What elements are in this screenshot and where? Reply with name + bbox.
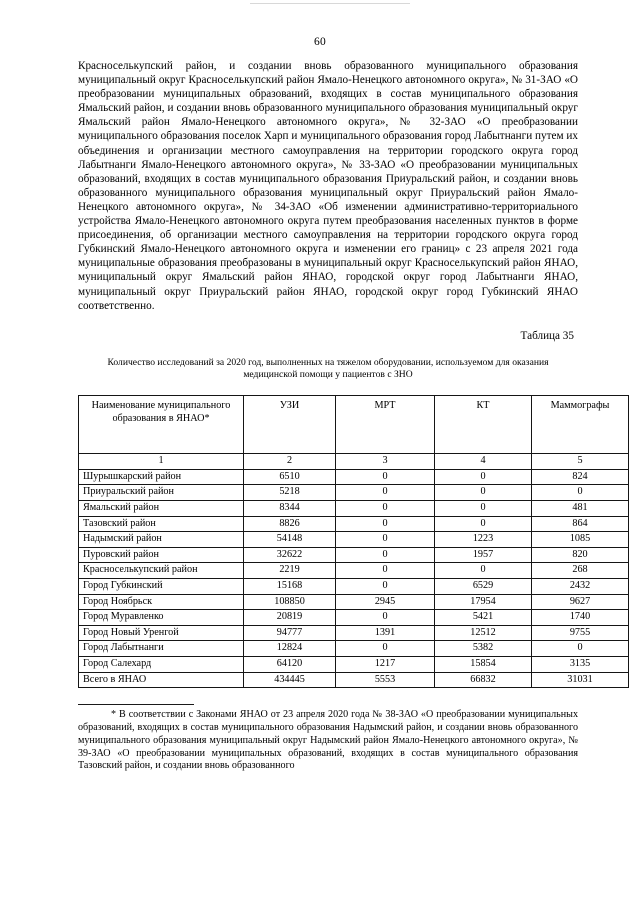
cell-mrt: 0: [336, 469, 435, 485]
cell-mrt: 1391: [336, 625, 435, 641]
column-header-name: Наименование муниципального образования в ЯНАО*: [79, 395, 244, 453]
footnote-text: В соответствии с Законами ЯНАО от 23 апреля 2020 года № 38-ЗАО «О преобразовании муниципальных образований, входящих в состав муниципального образования Надымский район, и создании вновь образованного муниципального образования муниципальный округ Надымский район Ямало-Ненецкого автономного округа», № 39-ЗАО «О преобразовании муниципальных образований, входящих в состав муниципального образования Тазовский район, и создании вновь образованного: [78, 709, 578, 772]
cell-uzi: 54148: [244, 532, 336, 548]
cell-mammo: 9755: [532, 625, 629, 641]
cell-mrt: 0: [336, 516, 435, 532]
cell-kt: 0: [435, 516, 532, 532]
cell-kt: 1957: [435, 547, 532, 563]
cell-mrt: 0: [336, 485, 435, 501]
cell-uzi: 434445: [244, 672, 336, 688]
cell-name: Красноселькупский район: [79, 563, 244, 579]
cell-mammo: 0: [532, 641, 629, 657]
table-row: [79, 485, 629, 501]
cell-mammo: 3135: [532, 657, 629, 673]
column-header-mrt: МРТ: [336, 395, 435, 453]
cell-name: Город Лабытнанги: [79, 641, 244, 657]
footnote-separator: [78, 704, 194, 705]
page-number: 60: [314, 36, 326, 48]
cell-kt: 0: [435, 485, 532, 501]
cell-uzi: 8344: [244, 501, 336, 517]
cell-name: Пуровский район: [79, 547, 244, 563]
table-row: [79, 610, 629, 626]
column-header-kt: КТ: [435, 395, 532, 453]
cell-name: Город Губкинский: [79, 579, 244, 595]
cell-kt: 0: [435, 501, 532, 517]
table-row: [79, 501, 629, 517]
cell-mammo: 481: [532, 501, 629, 517]
table-caption: Количество исследований за 2020 год, выполненных на тяжелом оборудовании, используемом для оказания медицинской помощи у пациентов с ЗНО: [107, 356, 549, 381]
cell-uzi: 2219: [244, 563, 336, 579]
cell-uzi: 32622: [244, 547, 336, 563]
table-row: [79, 641, 629, 657]
table-column-number-row: [79, 453, 629, 469]
cell-uzi: 94777: [244, 625, 336, 641]
cell-mrt: 0: [336, 579, 435, 595]
cell-mrt: 0: [336, 501, 435, 517]
cell-uzi: 5218: [244, 485, 336, 501]
cell-mrt: 0: [336, 610, 435, 626]
column-number: 1: [79, 453, 244, 469]
cell-mrt: 0: [336, 532, 435, 548]
table-row: [79, 547, 629, 563]
cell-kt: 5421: [435, 610, 532, 626]
table-row: [79, 625, 629, 641]
table-body: [79, 469, 629, 687]
cell-mammo: 9627: [532, 594, 629, 610]
cell-mrt: 0: [336, 563, 435, 579]
cell-name: Всего в ЯНАО: [79, 672, 244, 688]
research-count-table: [78, 395, 629, 688]
cell-mammo: 864: [532, 516, 629, 532]
cell-kt: 0: [435, 469, 532, 485]
column-number: 2: [244, 453, 336, 469]
table-header-row: [79, 395, 629, 453]
cell-uzi: 6510: [244, 469, 336, 485]
column-header-uzi: УЗИ: [244, 395, 336, 453]
table-row: [79, 657, 629, 673]
cell-name: Город Ноябрьск: [79, 594, 244, 610]
cell-uzi: 8826: [244, 516, 336, 532]
cell-mammo: 31031: [532, 672, 629, 688]
cell-name: Тазовский район: [79, 516, 244, 532]
table-label: Таблица 35: [520, 329, 574, 342]
cell-uzi: 64120: [244, 657, 336, 673]
footnote-paragraph: [78, 709, 578, 773]
cell-mrt: 0: [336, 641, 435, 657]
cell-mrt: 1217: [336, 657, 435, 673]
page-content: [0, 59, 640, 773]
cell-name: Приуральский район: [79, 485, 244, 501]
column-number: 4: [435, 453, 532, 469]
cell-mrt: 2945: [336, 594, 435, 610]
column-number: 3: [336, 453, 435, 469]
cell-kt: 5382: [435, 641, 532, 657]
cell-mrt: 5553: [336, 672, 435, 688]
table-row: [79, 579, 629, 595]
cell-mammo: 268: [532, 563, 629, 579]
cell-mammo: 2432: [532, 579, 629, 595]
table-row: [79, 563, 629, 579]
body-paragraph: Красноселькупский район, и создании вновь образованного муниципального образования муниципальный округ Красноселькупский район Ямало-Ненецкого автономного округа», № 31-ЗАО «О преобразовании муниципальных образований, входящих в состав муниципального образования Ямальский район, и создании вновь образованного муниципального образования муниципальный округ Ямальский район Ямало-Ненецкого автономного округа», № 32-ЗАО «О преобразовании муниципального образования поселок Харп и муниципального образования город Лабытнанги путем их объединения и организации местного самоуправления на территории городского округа город Лабытнанги Ямало-Ненецкого автономного округа», № 33-ЗАО «О преобразовании муниципальных образований, входящих в состав муниципального образования Приуральский район, и создании вновь образованного муниципального образования муниципальный округ Приуральский район Ямало-Ненецкого автономного округа», № 34-ЗАО «Об изменении административно-территориального устройства Ямало-Ненецкого автономного округа путем преобразования населенных пунктов в форме присоединения, об организации местного самоуправления на территории городского округа город Губкинский Ямало-Ненецкого автономного округа и изменении его границ» с 23 апреля 2021 года муниципальные образования преобразованы в муниципальный округ Красноселькупский район ЯНАО, муниципальный округ Ямальский район ЯНАО, городской округ город Лабытнанги ЯНАО, муниципальный округ Приуральский район ЯНАО, городской округ город Губкинский ЯНАО соответственно.: [78, 60, 578, 312]
cell-mammo: 820: [532, 547, 629, 563]
cell-mammo: 1085: [532, 532, 629, 548]
table-row: [79, 594, 629, 610]
cell-kt: 6529: [435, 579, 532, 595]
table-row: [79, 532, 629, 548]
cell-mrt: 0: [336, 547, 435, 563]
table-row: [79, 469, 629, 485]
cell-name: Шурышкарский район: [79, 469, 244, 485]
cell-name: Надымский район: [79, 532, 244, 548]
cell-mammo: 0: [532, 485, 629, 501]
cell-mammo: 1740: [532, 610, 629, 626]
table-row-total: [79, 672, 629, 688]
cell-mammo: 824: [532, 469, 629, 485]
cell-name: Город Муравленко: [79, 610, 244, 626]
cell-uzi: 108850: [244, 594, 336, 610]
cell-name: Город Салехард: [79, 657, 244, 673]
cell-uzi: 15168: [244, 579, 336, 595]
cell-name: Ямальский район: [79, 501, 244, 517]
cell-uzi: 12824: [244, 641, 336, 657]
table-row: [79, 516, 629, 532]
cell-name: Город Новый Уренгой: [79, 625, 244, 641]
column-header-mammo: Маммографы: [532, 395, 629, 453]
cell-kt: 12512: [435, 625, 532, 641]
footnote-section: [78, 704, 578, 773]
cell-kt: 17954: [435, 594, 532, 610]
footnote-marker: *: [111, 709, 117, 721]
column-number: 5: [532, 453, 629, 469]
cell-kt: 66832: [435, 672, 532, 688]
cell-uzi: 20819: [244, 610, 336, 626]
cell-kt: 0: [435, 563, 532, 579]
scan-artifact: [250, 3, 410, 4]
cell-kt: 1223: [435, 532, 532, 548]
cell-kt: 15854: [435, 657, 532, 673]
